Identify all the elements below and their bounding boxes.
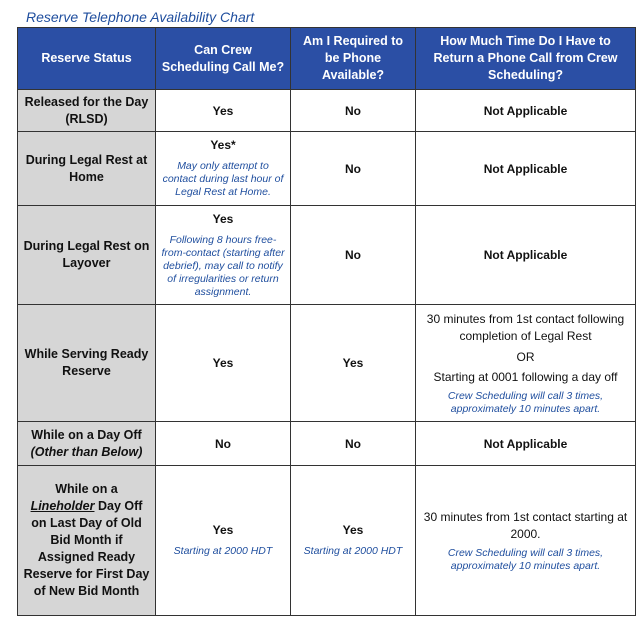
required-value: Yes	[342, 523, 364, 537]
status-cell: While Serving Ready Reserve	[18, 305, 156, 422]
return-time-note: Crew Scheduling will call 3 times, approximately 10 minutes apart.	[447, 389, 604, 415]
can-call-value: Yes	[212, 211, 234, 226]
return-time-cell	[416, 305, 636, 422]
table-row	[18, 132, 636, 206]
can-call-cell: Yes	[156, 90, 291, 132]
return-time-line2: Starting at 0001 following a day off	[433, 369, 618, 384]
status-pre: While on a	[55, 482, 118, 496]
table-row	[18, 305, 636, 422]
header-can-call: Can Crew Scheduling Call Me?	[156, 28, 291, 90]
status-cell	[18, 466, 156, 616]
table-row	[18, 90, 636, 132]
can-call-cell	[156, 132, 291, 206]
return-time-note: Crew Scheduling will call 3 times, approximately 10 minutes apart.	[447, 546, 604, 572]
table-row	[18, 206, 636, 305]
required-cell: Yes	[291, 305, 416, 422]
can-call-note: Following 8 hours free-from-contact (starting after debrief), may call to notify of irregularities or return assignment.	[161, 233, 285, 298]
can-call-value: Yes*	[210, 138, 236, 152]
header-return-time: How Much Time Do I Have to Return a Phone Call from Crew Scheduling?	[416, 28, 636, 90]
can-call-cell: No	[156, 422, 291, 466]
reserve-availability-table	[17, 27, 636, 616]
can-call-note: May only attempt to contact during last hour of Legal Rest at Home.	[162, 160, 284, 198]
table-row	[18, 466, 636, 616]
required-cell: No	[291, 206, 416, 305]
required-cell: No	[291, 132, 416, 206]
can-call-cell	[156, 206, 291, 305]
chart-caption: Reserve Telephone Availability Chart	[26, 9, 255, 25]
return-time-cell: Not Applicable	[416, 132, 636, 206]
table-row	[18, 422, 636, 466]
return-time-cell: Not Applicable	[416, 422, 636, 466]
status-cell: During Legal Rest on Layover	[18, 206, 156, 305]
can-call-value: Yes	[212, 523, 234, 537]
required-note: Starting at 2000 HDT	[303, 545, 403, 557]
status-cell	[18, 422, 156, 466]
return-time-line1: 30 minutes from 1st contact following completion of Legal Rest	[426, 311, 625, 343]
return-time-line1: 30 minutes from 1st contact starting at 2000.	[423, 509, 628, 541]
return-time-or: OR	[516, 349, 535, 364]
required-cell	[291, 466, 416, 616]
header-reserve-status: Reserve Status	[18, 28, 156, 90]
required-cell: No	[291, 90, 416, 132]
can-call-cell: Yes	[156, 305, 291, 422]
return-time-cell: Not Applicable	[416, 90, 636, 132]
can-call-note: Starting at 2000 HDT	[173, 545, 273, 557]
return-time-cell	[416, 466, 636, 616]
status-cell: Released for the Day (RLSD)	[18, 90, 156, 132]
status-post: Day Off on Last Day of Old Bid Month if Assigned Ready Reserve for First Day of New Bid Month	[23, 499, 150, 598]
status-line1: While on a Day Off	[31, 427, 142, 442]
header-phone-required: Am I Required to be Phone Available?	[291, 28, 416, 90]
required-cell: No	[291, 422, 416, 466]
status-cell: During Legal Rest at Home	[18, 132, 156, 206]
can-call-cell	[156, 466, 291, 616]
header-row	[18, 28, 636, 90]
status-line2: (Other than Below)	[30, 444, 143, 459]
status-emphasis: Lineholder	[30, 499, 95, 513]
return-time-cell: Not Applicable	[416, 206, 636, 305]
